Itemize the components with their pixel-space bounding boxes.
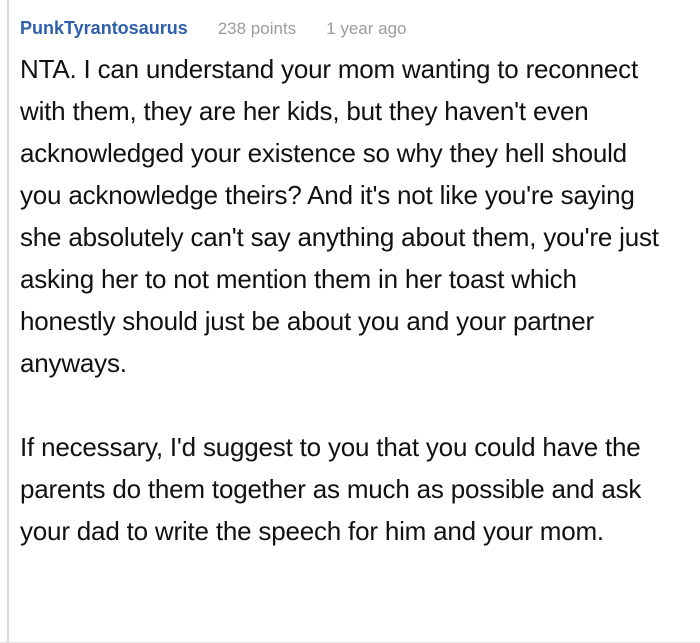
comment-header	[20, 18, 660, 39]
comment-paragraph: NTA. I can understand your mom wanting to reconnect with them, they are her kids, but they haven't even acknowledged your existence so why they hell should you acknowledge theirs? And it's not like you're saying she absolutely can't say anything about them, you're just asking her to not mention them in her toast which honestly should just be about you and your partner anyways.	[20, 54, 659, 378]
comment-points: 238 points	[217, 19, 297, 38]
comment-paragraph: If necessary, I'd suggest to you that you could have the parents do them together as much as possible and ask your dad to write the speech for him and your mom.	[20, 432, 642, 546]
comment-body	[20, 48, 660, 552]
comment-timestamp: 1 year ago	[326, 19, 407, 38]
comment-author-link[interactable]: PunkTyrantosaurus	[20, 18, 188, 38]
comment-collapse-line[interactable]	[7, 0, 9, 642]
